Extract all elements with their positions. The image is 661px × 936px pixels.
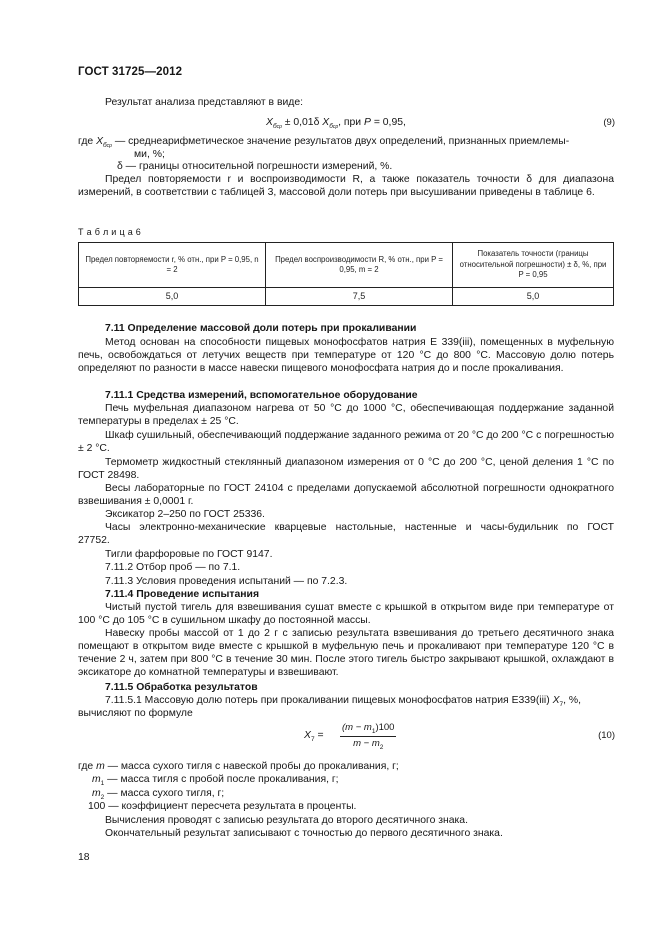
section-7-11-5-1-line1: 7.11.5.1 Массовую долю потерь при прокаливании пищевых монофосфатов натрия Е339(iii) $X_7$, %, bbox=[105, 695, 582, 708]
equipment-thermometer: Термометр жидкостный стеклянный диапазоном измерения от 0 °С до 200 °С, ценой деления 1 °С по ГОСТ 28498. bbox=[78, 457, 614, 481]
document-header: ГОСТ 31725—2012 bbox=[78, 66, 183, 78]
formula-10-number: (10) bbox=[598, 730, 615, 741]
formula-9-number: (9) bbox=[603, 117, 615, 128]
section-7-11-1-title: 7.11.1 Средства измерений, вспомогательное оборудование bbox=[105, 390, 418, 401]
where-x-cont: ми, %; bbox=[134, 149, 165, 160]
calculation-note: Вычисления проводят с записью результата до второго десятичного знака. bbox=[105, 815, 468, 826]
section-7-11-paragraph: Метод основан на способности пищевых монофосфатов натрия Е 339(iii), помещенных в муфельную печь, освобождаться от летучих веществ при температуре от 120 °С до 800 °С. Массовую долю потерь определяют по разности в массе навески пищевого монофосфата натрия до и после прокаливания. bbox=[78, 337, 614, 374]
table-6-value-2: 7,5 bbox=[266, 288, 453, 306]
delta-definition: δ — границы относительной погрешности измерений, %. bbox=[117, 161, 393, 172]
section-7-11-title: 7.11 Определение массовой доли потерь при прокаливании bbox=[105, 323, 417, 334]
result-intro-line: Результат анализа представляют в виде: bbox=[105, 97, 304, 108]
formula-9 bbox=[266, 116, 406, 134]
table-6-value-1: 5,0 bbox=[79, 288, 266, 306]
table-6-value-3: 5,0 bbox=[453, 288, 614, 306]
section-7-11-4-p1: Чистый пустой тигель для взвешивания сушат вместе с крышкой в открытом виде при температуре от 100 °С до 105 °С в сушильном шкафу до постоянной массы. bbox=[78, 602, 614, 626]
formula-10-numerator: $(m - m_1)100$ bbox=[342, 722, 395, 735]
section-7-11-2: 7.11.2 Отбор проб — по 7.1. bbox=[105, 562, 241, 573]
equipment-crucibles: Тигли фарфоровые по ГОСТ 9147. bbox=[105, 549, 273, 560]
formula-10-fraction bbox=[340, 722, 396, 751]
section-7-11-5-1-line2: вычисляют по формуле bbox=[78, 708, 193, 719]
formula-9-x: X bbox=[266, 117, 273, 128]
formula-9-mid: ± 0,01δ bbox=[281, 117, 323, 128]
where-x-line: где $X_{бср}$ — среднеарифметическое значение результатов двух определений, признанных приемлемы- bbox=[78, 136, 570, 149]
equipment-oven: Шкаф сушильный, обеспечивающий поддержание заданного режима от 20 °С до 200 °С с погрешностью ± 2 °С. bbox=[78, 430, 614, 454]
formula-9-pval: = 0,95, bbox=[370, 117, 406, 128]
equipment-desiccator: Эксикатор 2–250 по ГОСТ 25336. bbox=[105, 509, 265, 520]
formula-9-x2: X bbox=[322, 117, 330, 128]
section-7-11-4-title: 7.11.4 Проведение испытания bbox=[105, 589, 260, 600]
formula-10-denominator: $m - m_2$ bbox=[353, 738, 384, 751]
section-7-11-4-p2: Навеску пробы массой от 1 до 2 г с записью результата взвешивания до третьего десятичного знака помещают в открытом виде вместе с крышкой в муфельную печь и прокаливают при температуре 120 °С в течение 2 ч, затем при 800 °С в течение 30 мин. После этого тигель быстро закрывают крышкой, охлаждают в эксикаторе до комнатной температуры и взвешивают. bbox=[78, 628, 614, 678]
definition-m1: $m_1$ — масса тигля с пробой после прокаливания, г; bbox=[92, 774, 339, 787]
formula-10-lhs: $X_7$ = bbox=[304, 730, 324, 743]
table-6 bbox=[78, 242, 614, 306]
table-6-caption: Т а б л и ц а 6 bbox=[78, 227, 142, 237]
final-result-note: Окончательный результат записывают с точностью до первого десятичного знака. bbox=[105, 828, 503, 839]
repeatability-paragraph: Предел повторяемости r и воспроизводимости R, а также показатель точности δ для диапазона измерений, в соответствии с таблицей 3, массовой доли потерь при высушивании приведены в таблице 6. bbox=[78, 174, 614, 198]
formula-9-x2-sub: бср bbox=[329, 123, 339, 130]
formula-9-tail: , при bbox=[338, 117, 364, 128]
formula-9-p: P bbox=[364, 117, 371, 128]
equipment-furnace: Печь муфельная диапазоном нагрева от 50 °С до 1000 °С, обеспечивающая поддержание заданной температуры в пределах ± 25 °С. bbox=[78, 403, 614, 427]
formula-9-x-sub: бср bbox=[272, 123, 282, 130]
page-number: 18 bbox=[78, 852, 90, 863]
definition-m: где m — масса сухого тигля с навеской пробы до прокаливания, г; bbox=[78, 761, 399, 772]
definition-100: 100 — коэффициент пересчета результата в проценты. bbox=[88, 801, 357, 812]
definition-m2: $m_2$ — масса сухого тигля, г; bbox=[92, 788, 225, 801]
equipment-scales: Весы лабораторные по ГОСТ 24104 с пределами допускаемой абсолютной погрешности однократного взвешивания ± 0,0001 г. bbox=[78, 483, 614, 507]
table-6-header-3: Показатель точности (границы относительной погрешности) ± δ, %, при P = 0,95 bbox=[453, 243, 614, 288]
section-7-11-3: 7.11.3 Условия проведения испытаний — по 7.2.3. bbox=[105, 576, 348, 587]
table-6-header-2: Предел воспроизводимости R, % отн., при P = 0,95, m = 2 bbox=[266, 243, 453, 288]
equipment-clock: Часы электронно-механические кварцевые настольные, настенные и часы-будильник по ГОСТ 27752. bbox=[78, 522, 614, 546]
table-6-header-1: Предел повторяемости r, % отн., при P = 0,95, n = 2 bbox=[79, 243, 266, 288]
section-7-11-5-title: 7.11.5 Обработка результатов bbox=[105, 682, 258, 693]
